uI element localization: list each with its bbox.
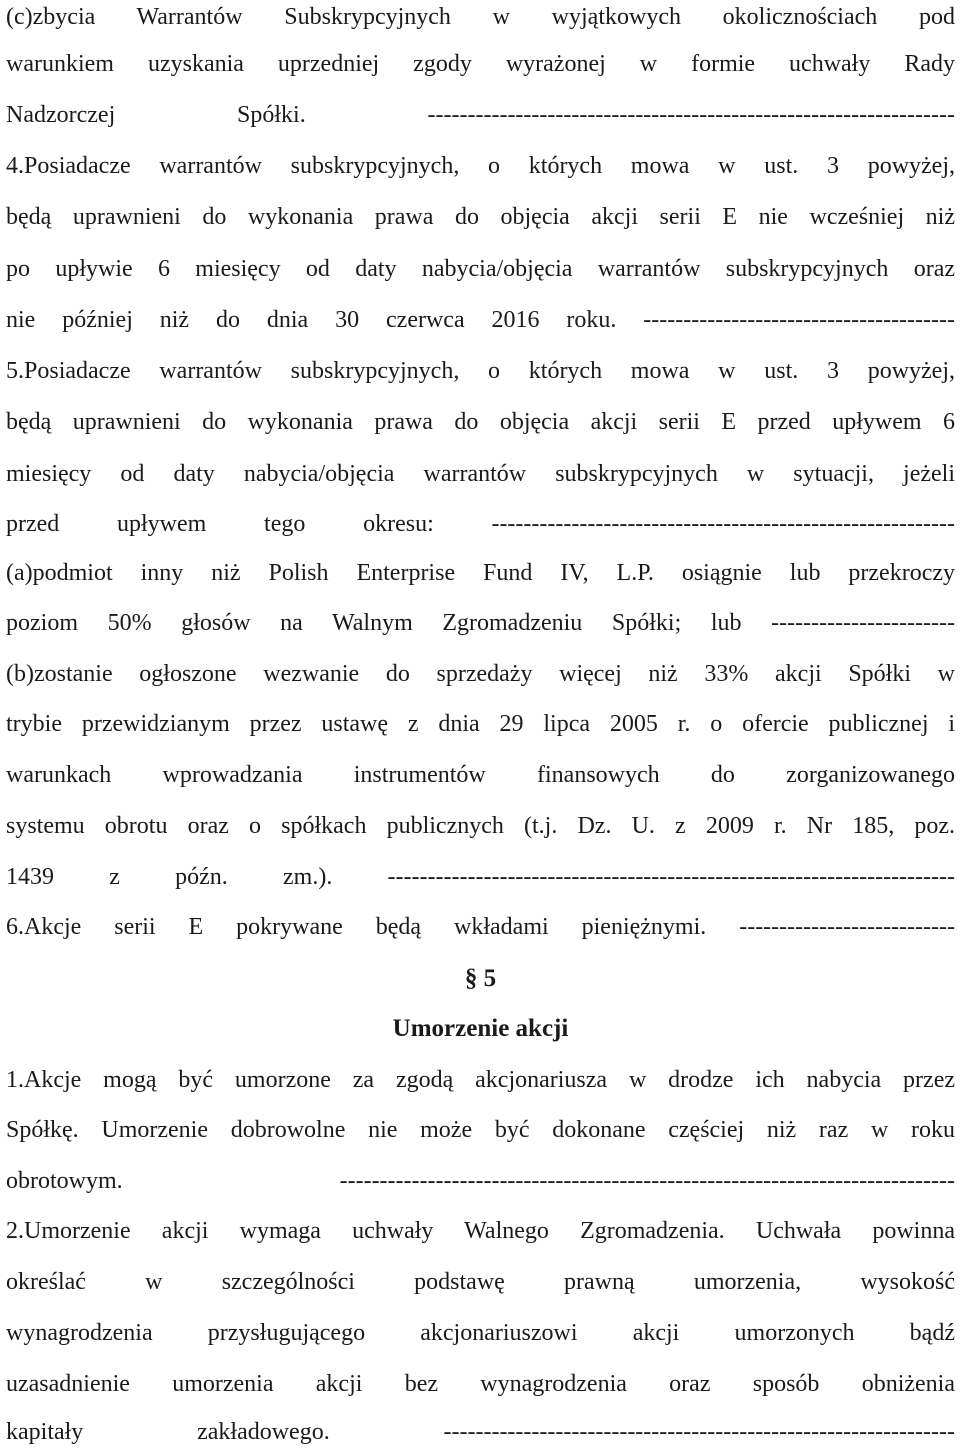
text-line: warunkiem uzyskania uprzedniej zgody wyrażonej w formie uchwały Rady bbox=[6, 51, 955, 77]
section-number: § 5 bbox=[464, 965, 497, 992]
text-line: 2.Umorzenie akcji wymaga uchwały Walnego Zgromadzenia. Uchwała powinna bbox=[6, 1218, 955, 1244]
text-line: Spółkę. Umorzenie dobrowolne nie może być dokonane częściej niż raz w roku bbox=[6, 1117, 955, 1143]
text-line: 4.Posiadacze warrantów subskrypcyjnych, o których mowa w ust. 3 powyżej, bbox=[6, 153, 955, 179]
text-line: poziom 50% głosów na Walnym Zgromadzeniu Spółki; lub ----------------------- bbox=[6, 610, 955, 636]
text-line: uzasadnienie umorzenia akcji bez wynagrodzenia oraz sposób obniżenia bbox=[6, 1371, 955, 1397]
text-line: Nadzorczej Spółki. ------------------------------------------------------------------ bbox=[6, 102, 955, 128]
text-line: określać w szczególności podstawę prawną umorzenia, wysokość bbox=[6, 1269, 955, 1295]
text-line: po upływie 6 miesięcy od daty nabycia/objęcia warrantów subskrypcyjnych oraz bbox=[6, 256, 955, 282]
text-line: kapitały zakładowego. ---------------------------------------------------------------- bbox=[6, 1419, 955, 1445]
text-line: będą uprawnieni do wykonania prawa do objęcia akcji serii E przed upływem 6 bbox=[6, 409, 955, 435]
text-line: 1439 z późn. zm.). ----------------------------------------------------------------------- bbox=[6, 864, 955, 890]
text-line: systemu obrotu oraz o spółkach publicznych (t.j. Dz. U. z 2009 r. Nr 185, poz. bbox=[6, 813, 955, 839]
text-line: nie później niż do dnia 30 czerwca 2016 roku. --------------------------------------- bbox=[6, 307, 955, 333]
text-line: (c)zbycia Warrantów Subskrypcyjnych w wyjątkowych okolicznościach pod bbox=[6, 4, 955, 30]
text-line: (a)podmiot inny niż Polish Enterprise Fund IV, L.P. osiągnie lub przekroczy bbox=[6, 560, 955, 586]
text-line: będą uprawnieni do wykonania prawa do objęcia akcji serii E nie wcześniej niż bbox=[6, 204, 955, 230]
text-line: 5.Posiadacze warrantów subskrypcyjnych, o których mowa w ust. 3 powyżej, bbox=[6, 358, 955, 384]
text-line: 1.Akcje mogą być umorzone za zgodą akcjonariusza w drodze ich nabycia przez bbox=[6, 1067, 955, 1093]
section-title: Umorzenie akcji bbox=[392, 1015, 569, 1042]
text-line: trybie przewidzianym przez ustawę z dnia 29 lipca 2005 r. o ofercie publicznej i bbox=[6, 711, 955, 737]
text-line: obrotowym. ----------------------------------------------------------------------------- bbox=[6, 1168, 955, 1194]
text-line: przed upływem tego okresu: ---------------------------------------------------------- bbox=[6, 511, 955, 537]
text-line: 6.Akcje serii E pokrywane będą wkładami pieniężnymi. --------------------------- bbox=[6, 914, 955, 940]
text-line: miesięcy od daty nabycia/objęcia warrantów subskrypcyjnych w sytuacji, jeżeli bbox=[6, 461, 955, 487]
text-line: warunkach wprowadzania instrumentów finansowych do zorganizowanego bbox=[6, 762, 955, 788]
text-line: wynagrodzenia przysługującego akcjonariuszowi akcji umorzonych bądź bbox=[6, 1320, 955, 1346]
text-line: (b)zostanie ogłoszone wezwanie do sprzedaży więcej niż 33% akcji Spółki w bbox=[6, 661, 955, 687]
